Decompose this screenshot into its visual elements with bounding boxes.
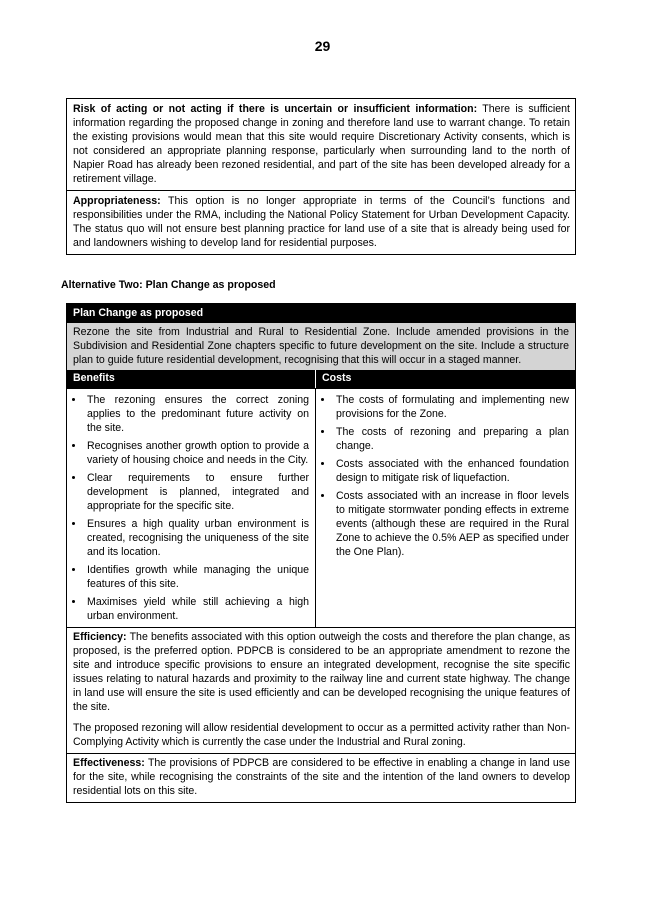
list-item: • The rezoning ensures the correct zoning applies to the predominant future activity on the site. xyxy=(85,393,309,435)
effectiveness-label: Effectiveness: xyxy=(73,757,145,769)
effectiveness-text: The provisions of PDPCB are considered to be effective in enabling a change in land use for the site, while recognising the constraints of the site and the intention of the land owners to develop residential lots on this site. xyxy=(73,757,570,797)
plan-change-table xyxy=(66,303,576,803)
list-item: • The costs of rezoning and preparing a plan change. xyxy=(334,425,569,453)
alternative-two-heading: Alternative Two: Plan Change as proposed xyxy=(61,279,276,291)
effectiveness-cell xyxy=(67,753,575,802)
plan-change-header: Plan Change as proposed xyxy=(67,304,575,323)
efficiency-text-2: The proposed rezoning will allow residential development to occur as a permitted activity rather than Non-Complying Activity which is currently the case under the Industrial and Rural zoning. xyxy=(73,722,570,748)
list-item: • Costs associated with an increase in floor levels to mitigate stormwater ponding effects in extreme events (although these are required in the Rural Zone to achieve the 0.5% AEP as specified under the One Plan). xyxy=(334,489,569,559)
costs-column xyxy=(316,389,575,627)
efficiency-label: Efficiency: xyxy=(73,631,127,643)
appropriateness-text: This option is no longer appropriate in terms of the Council’s functions and responsibilities under the RMA, including the National Policy Statement for Urban Development Capacity. The status quo will not ensure best planning practice for land use of a site that is already being used for and landowners wishing to develop land for residential purposes. xyxy=(73,195,570,249)
efficiency-text: The benefits associated with this option outweigh the costs and therefore the plan change, as proposed, is the preferred option. PDPCB is considered to be an appropriate amendment to rezone the site and introduce specific provisions to ensure an integrated development, recognise the site specific issues relating to natural hazards and proximity to the railway line and current state highway. The change in land use will ensure the site is used efficiently and can be developed recognising the unique features of the site. xyxy=(73,631,570,713)
appropriateness-label: Appropriateness: xyxy=(73,195,161,207)
list-item: • Recognises another growth option to provide a variety of housing choice and needs in the City. xyxy=(85,439,309,467)
efficiency-cell xyxy=(67,627,575,753)
list-item: • Clear requirements to ensure further development is planned, integrated and appropriate for the specific site. xyxy=(85,471,309,513)
benefits-list xyxy=(67,389,315,627)
appropriateness-cell xyxy=(67,190,575,254)
list-item: • Ensures a high quality urban environment is created, recognising the uniqueness of the site and its location. xyxy=(85,517,309,559)
benefits-column xyxy=(67,389,316,627)
risk-cell xyxy=(67,99,575,190)
page-number: 29 xyxy=(314,38,331,54)
risk-text: There is sufficient information regarding the proposed change in zoning and therefore land use to warrant change. To retain the existing provisions would mean that this site would require Discretionary Activity consents, which is not considered an appropriate planning response, particularly when surrounding land to the north of Napier Road has already been rezoned residential, and part of the site has been developed already for a retirement village. xyxy=(73,103,570,185)
list-item: • Costs associated with the enhanced foundation design to mitigate risk of liquefaction. xyxy=(334,457,569,485)
costs-header: Costs xyxy=(322,372,352,384)
benefits-costs-body xyxy=(67,388,575,627)
benefits-costs-header xyxy=(67,370,575,388)
risk-label: Risk of acting or not acting if there is uncertain or insufficient information: xyxy=(73,103,478,115)
benefits-header: Benefits xyxy=(67,370,316,388)
list-item: • Identifies growth while managing the unique features of this site. xyxy=(85,563,309,591)
costs-list xyxy=(316,389,575,563)
plan-change-description: Rezone the site from Industrial and Rural to Residential Zone. Include amended provisions in the Subdivision and Residential Zone chapters specific to future development on the site. Include a structure plan to guide future residential development, recognising that this will occur in a staged manner. xyxy=(67,323,575,370)
list-item: • Maximises yield while still achieving a high urban environment. xyxy=(85,595,309,623)
status-quo-assessment-box xyxy=(66,98,576,255)
list-item: • The costs of formulating and implementing new provisions for the Zone. xyxy=(334,393,569,421)
